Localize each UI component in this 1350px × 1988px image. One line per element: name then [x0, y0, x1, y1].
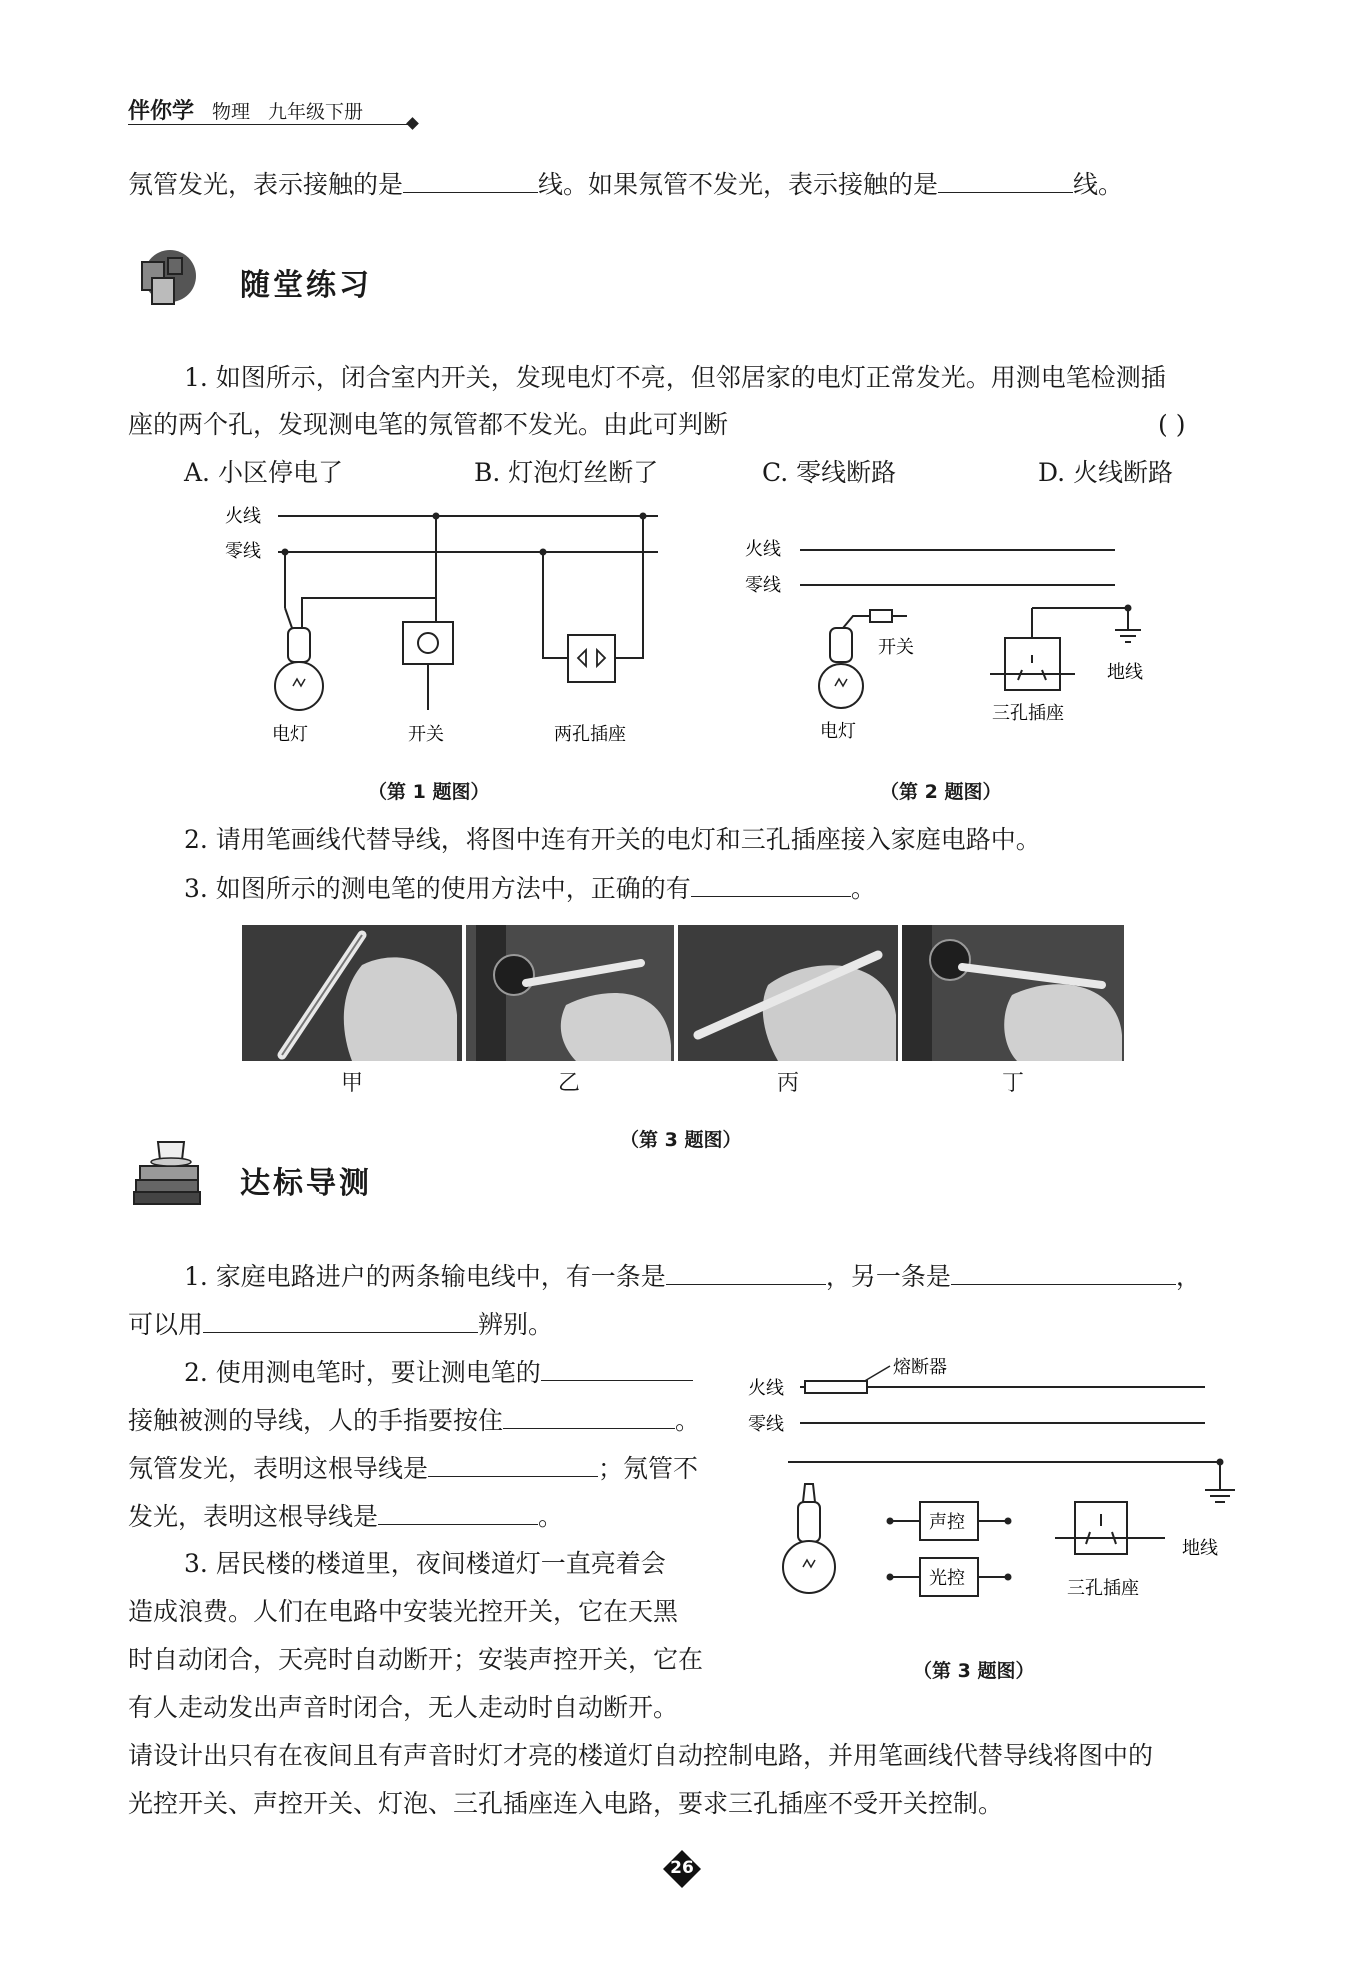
s1-q2: 2. 请用笔画线代替导线，将图中连有开关的电灯和三孔插座接入家庭电路中。	[184, 825, 1041, 854]
s2-q2-line4	[128, 1498, 563, 1535]
section-title-assessment: 达标导测	[240, 1166, 372, 1201]
s2-q3-line6: 光控开关、声控开关、灯泡、三孔插座连入电路，要求三孔插座不受开关控制。	[128, 1789, 1004, 1818]
s2-q2-text-3a: 氖管发光，表明这根导线是	[128, 1454, 429, 1483]
s2-q3-line2: 造成浪费。人们在电路中安装光控开关，它在天黑	[128, 1597, 679, 1626]
s2-q2-line3	[128, 1450, 698, 1487]
s1-q1-line1: 1. 如图所示，闭合室内开关，发现电灯不亮，但邻居家的电灯正常发光。用测电笔检测插	[184, 363, 1166, 392]
page-number: 26	[670, 1858, 694, 1878]
answer-blank[interactable]	[403, 166, 538, 193]
s2-q2-text-2a: 接触被测的导线，人的手指要按住	[128, 1406, 504, 1435]
s1-q1-line2: 座的两个孔，发现测电笔的氖管都不发光。由此可判断	[128, 410, 729, 439]
fig1-lamp-label: 电灯	[272, 724, 308, 745]
fig3-caption: （第 3 题图）	[620, 1129, 742, 1151]
section-title-practice: 随堂练习	[240, 268, 372, 303]
s1-q3	[184, 870, 876, 907]
photo-pen-usage-jia	[242, 925, 462, 1061]
s2-q2-line1	[184, 1354, 693, 1391]
fig2-ground-label: 地线	[1107, 662, 1143, 683]
s2-q3-line3: 时自动闭合，天亮时自动断开；安装声控开关，它在	[128, 1645, 704, 1674]
s2-fig-caption: （第 3 题图）	[913, 1660, 1035, 1682]
intro-text-3: 线。	[1073, 170, 1124, 199]
header-grade: 九年级下册	[268, 101, 364, 123]
s2-q2-text-4a: 发光，表明这根导线是	[128, 1502, 379, 1531]
s2-q2-text-4b: 。	[538, 1502, 564, 1531]
s2-q2-text-2b: 。	[675, 1406, 701, 1435]
s2-q2-line2	[128, 1402, 700, 1439]
s2-fig-ground-label: 地线	[1182, 1538, 1218, 1559]
section-practice-icon	[130, 244, 200, 314]
fig1-circuit-diagram	[210, 500, 670, 760]
intro-text-2: 线。如果氖管不发光，表示接触的是	[538, 170, 939, 199]
s1-q3-end: 。	[850, 874, 876, 903]
fig1-caption: （第 1 题图）	[368, 781, 490, 803]
answer-blank[interactable]	[428, 1450, 598, 1477]
fig1-socket-label: 两孔插座	[554, 724, 626, 745]
s1-q3-text: 3. 如图所示的测电笔的使用方法中，正确的有	[184, 874, 691, 903]
intro-text-1: 氖管发光，表示接触的是	[128, 170, 404, 199]
header-rule	[128, 124, 413, 125]
s2-q3-line1: 3. 居民楼的楼道里，夜间楼道灯一直亮着会	[184, 1549, 666, 1578]
s2-q2-text-3b: ；氖管不	[598, 1454, 699, 1483]
photo-pen-usage-yi	[466, 925, 674, 1061]
answer-blank[interactable]	[541, 1354, 693, 1381]
fig2-circuit-diagram	[735, 530, 1155, 755]
answer-blank[interactable]	[691, 870, 851, 897]
fig2-lamp-label: 电灯	[820, 721, 856, 742]
section-assessment-icon	[128, 1130, 208, 1208]
s2-fig-circuit-diagram	[745, 1352, 1255, 1642]
fig2-neutral-label: 零线	[745, 575, 781, 596]
s2-q3-line4: 有人走动发出声音时闭合，无人走动时自动断开。	[128, 1693, 679, 1722]
answer-blank[interactable]	[203, 1306, 478, 1333]
fig1-neutral-label: 零线	[225, 541, 261, 562]
photo-label-bing: 丙	[777, 1071, 800, 1096]
s1-q1-option-c[interactable]: C. 零线断路	[762, 458, 897, 487]
header-subject: 物理	[212, 101, 251, 123]
s2-q1-text-1: 1. 家庭电路进户的两条输电线中，有一条是	[184, 1262, 666, 1291]
answer-blank[interactable]	[503, 1402, 675, 1429]
s2-q1-line1	[184, 1258, 1201, 1295]
photo-pen-usage-ding	[902, 925, 1124, 1061]
answer-blank[interactable]	[938, 166, 1073, 193]
s2-q3-line5: 请设计出只有在夜间且有声音时灯才亮的楼道灯自动控制电路，并用笔画线代替导线将图中的	[128, 1741, 1154, 1770]
s2-fig-light-label: 光控	[929, 1568, 965, 1589]
header-brand: 伴你学	[128, 99, 195, 124]
fig2-socket-label: 三孔插座	[992, 703, 1064, 724]
s2-fig-sound-label: 声控	[929, 1512, 965, 1533]
s1-q1-option-b[interactable]: B. 灯泡灯丝断了	[474, 458, 659, 487]
s2-fig-fuse-label: 熔断器	[893, 1357, 947, 1378]
s2-fig-live-label: 火线	[748, 1378, 784, 1399]
s2-q1-text-5: 辨别。	[478, 1310, 554, 1339]
fig1-live-label: 火线	[225, 506, 261, 527]
s1-q1-option-d[interactable]: D. 火线断路	[1038, 458, 1174, 487]
s1-q1-answer-paren[interactable]: ( )	[1158, 410, 1186, 439]
fig2-live-label: 火线	[745, 539, 781, 560]
photo-pen-usage-bing	[678, 925, 898, 1061]
s2-q1-text-4: 可以用	[128, 1310, 204, 1339]
fig2-caption: （第 2 题图）	[880, 781, 1002, 803]
intro-line	[128, 166, 1123, 203]
answer-blank[interactable]	[666, 1258, 826, 1285]
fig1-switch-label: 开关	[408, 724, 444, 745]
fig2-switch-label: 开关	[878, 637, 914, 658]
s2-fig-socket-label: 三孔插座	[1067, 1578, 1139, 1599]
photo-label-jia: 甲	[341, 1071, 364, 1096]
answer-blank[interactable]	[951, 1258, 1176, 1285]
answer-blank[interactable]	[378, 1498, 538, 1525]
s2-q1-text-3: ，	[1175, 1262, 1201, 1291]
s2-q1-line2	[128, 1306, 553, 1343]
s2-fig-neutral-label: 零线	[748, 1414, 784, 1435]
photo-label-ding: 丁	[1002, 1071, 1025, 1096]
page-header	[128, 94, 418, 126]
s2-q1-text-2: ，另一条是	[825, 1262, 951, 1291]
photo-label-yi: 乙	[558, 1071, 581, 1096]
s1-q1-option-a[interactable]: A. 小区停电了	[184, 458, 343, 487]
s2-q2-text-1: 2. 使用测电笔时，要让测电笔的	[184, 1358, 541, 1387]
